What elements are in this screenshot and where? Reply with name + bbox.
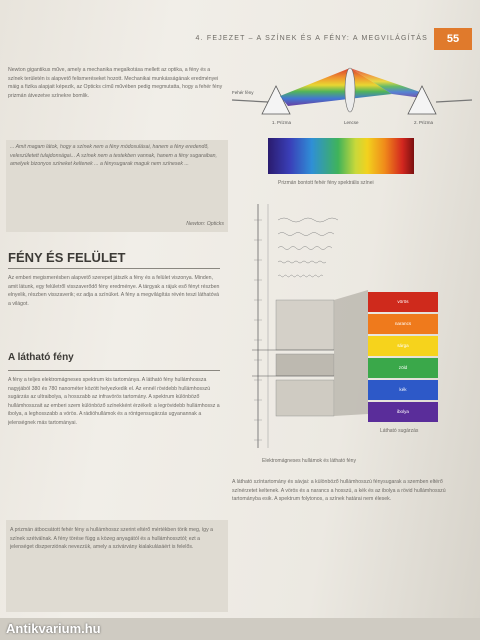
color-spectrum-bar [268,138,414,174]
section-title: FÉNY ÉS FELÜLET [8,250,126,265]
prism-left-label: 1. Prizma [272,120,292,125]
white-light-ray [232,100,268,102]
band-5 [368,402,438,422]
band-0 [368,292,438,312]
band-3 [368,358,438,378]
chapter-title: 4. FEJEZET – A SZÍNEK ÉS A FÉNY: A MEGVILÁGÍTÁS [195,35,428,42]
band-2 [368,336,438,356]
right-paragraph: A látható színtartomány és sávjai: a különböző hullámhosszú fénysugarak a szemben eltérő színérzetet keltenek. A vörös és a narancs a hosszú, a kék és az ibolya a rövid hullámhosszú tartományba esik. A spektrum folytonos, a színek határai nem élesek. [232,479,446,503]
band-label: ibolya [396,409,409,414]
lens-shape [345,68,355,112]
subsection-title: A látható fény [8,352,74,363]
chart-caption: Elektromágneses hullámok és látható fény [262,458,356,464]
band-label: vörös [397,299,409,304]
prism-right-label: 2. Prizma [414,120,434,125]
band-caption: Látható sugárzás [380,428,419,434]
band-label: zöld [398,365,408,370]
band-label: kék [399,387,407,392]
band-4 [368,380,438,400]
visible-light-paragraph: A fény a teljes elektromágneses spektrum kis tartománya. A látható fény hullámhossza nagyjából 380 és 780 nanométer között helyezkedik el. Az ennél rövidebb hullámhosszú sugárzás az ultraibolya, a hosszabb az infravörös tartomány. A spektrum különböző hullámhosszait az emberi szem különböző színekként érzékeli: a legrövidebb hullámhossz a ibolya, a leghosszabb a vörös. A rádióhullámok és a röntgensugárzás ugyanannak a jelenségnek más tartományai. [8,377,220,426]
prism-diagram [232,58,476,138]
page-header [195,28,480,52]
lens-label: Lencse [344,120,359,125]
quote-author: Newton: Opticks [186,221,224,227]
subsection-rule [8,370,220,371]
dispersed-rays [280,68,392,106]
watermark: Antikvarium.hu [6,621,101,636]
white-light-label: Fehér fény [232,90,254,95]
band-label: sárga [397,343,409,348]
section-paragraph: Az emberi megismerésben alapvető szerepet játszik a fény és a felület viszonya. Minden, amit látunk, egy felületről visszaverődő fény eredménye. A tárgyak a rájuk eső fényt részben elnyelik, részben visszaverik; ez adja a színüket. A fény a megvilágítás révén teszi láthatóvá a világot. [8,275,220,307]
section-rule [8,268,220,269]
note-paragraph: A prizmán átbocsátott fehér fény a hullámhossz szerint eltérő mértékben törik meg, így a színek szétválnak. A fény törése függ a közeg anyagától és a hullámhossztól; ezt a jelenséget diszperziónak nevezzük, amely a szivárvány kialakulásáért is felelős. [10,527,213,551]
band-1 [368,314,438,334]
spectrum-caption: Prizmán bontott fehér fény spektrális színei [278,180,374,186]
page-number: 55 [434,28,472,50]
newton-quote: ... Amit magam látok, hogy a színek nem a fény módosulásai, hanem a fény eredendő, veleszületett tulajdonságai... A színek nem a testekben vannak, hanem a fény sugaraiban, amelyek bizonyos színeket keltenek ... a fénysugarak maguk nem színesek ... [10,144,217,168]
intro-paragraph: Newton gigantikus műve, amely a mechanika megalkotása mellett az optika, a fény és a színek területén is alapvető felismeréseket hozott. Mechanikai munkásságának eredményei máig a fizika alapjait képezik, az Opticks című művében pedig megmutatta, hogy a fehér fény prizmán átvezetve színekre bomlik. [8,67,223,99]
band-label: narancs [394,321,412,326]
